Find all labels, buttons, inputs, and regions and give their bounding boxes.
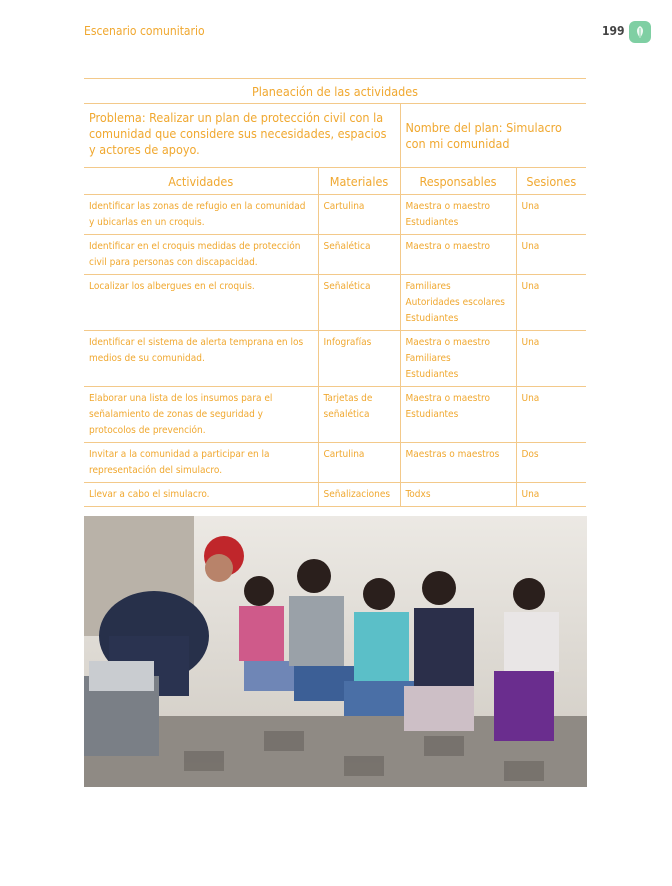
- activity-cell: Llevar a cabo el simulacro.: [84, 483, 318, 507]
- photo-first-aid-drill: [84, 516, 587, 787]
- table-row: [84, 195, 586, 235]
- sessions-cell: Una: [516, 275, 586, 331]
- leaf-icon: [629, 21, 651, 43]
- sessions-cell: Una: [516, 235, 586, 275]
- sessions-cell: Una: [516, 195, 586, 235]
- responsible-cell: Familiares Autoridades escolares Estudiantes: [400, 275, 516, 331]
- responsible-cell: Todxs: [400, 483, 516, 507]
- activity-cell: Identificar el sistema de alerta temprana en los medios de su comunidad.: [84, 331, 318, 387]
- column-header-responsible: Responsables: [400, 168, 516, 195]
- responsible-cell: Maestra o maestro: [400, 235, 516, 275]
- column-header-materials: Materiales: [318, 168, 400, 195]
- activity-cell: Localizar los albergues en el croquis.: [84, 275, 318, 331]
- materials-cell: Cartulina: [318, 195, 400, 235]
- responsible-cell: Maestra o maestro Estudiantes: [400, 387, 516, 443]
- table-row: [84, 483, 586, 507]
- sessions-cell: Una: [516, 387, 586, 443]
- table-title: Planeación de las actividades: [84, 79, 586, 104]
- table-row: [84, 235, 586, 275]
- activity-cell: Identificar en el croquis medidas de protección civil para personas con discapacidad.: [84, 235, 318, 275]
- section-title: Escenario comunitario: [84, 24, 205, 38]
- responsible-cell: Maestras o maestros: [400, 443, 516, 483]
- plan-name: Nombre del plan: Simulacro con mi comunidad: [400, 104, 586, 168]
- table-row: [84, 387, 586, 443]
- table-row: [84, 275, 586, 331]
- column-header-activities: Actividades: [84, 168, 318, 195]
- problem-statement: Problema: Realizar un plan de protección civil con la comunidad que considere sus necesidades, espacios y actores de apoyo.: [84, 104, 400, 168]
- sessions-cell: Una: [516, 483, 586, 507]
- responsible-cell: Maestra o maestro Estudiantes: [400, 195, 516, 235]
- table-row: [84, 443, 586, 483]
- materials-cell: Cartulina: [318, 443, 400, 483]
- sessions-cell: Una: [516, 331, 586, 387]
- activity-cell: Invitar a la comunidad a participar en la representación del simulacro.: [84, 443, 318, 483]
- responsible-cell: Maestra o maestro Familiares Estudiantes: [400, 331, 516, 387]
- materials-cell: Señalética: [318, 235, 400, 275]
- activity-cell: Identificar las zonas de refugio en la comunidad y ubicarlas en un croquis.: [84, 195, 318, 235]
- materials-cell: Señalizaciones: [318, 483, 400, 507]
- activity-cell: Elaborar una lista de los insumos para el señalamiento de zonas de seguridad y protocolos de prevención.: [84, 387, 318, 443]
- sessions-cell: Dos: [516, 443, 586, 483]
- materials-cell: Señalética: [318, 275, 400, 331]
- column-header-sessions: Sesiones: [516, 168, 586, 195]
- table-row: [84, 331, 586, 387]
- page-number: 199: [602, 24, 625, 38]
- activities-table: [84, 78, 586, 507]
- materials-cell: Infografías: [318, 331, 400, 387]
- materials-cell: Tarjetas de señalética: [318, 387, 400, 443]
